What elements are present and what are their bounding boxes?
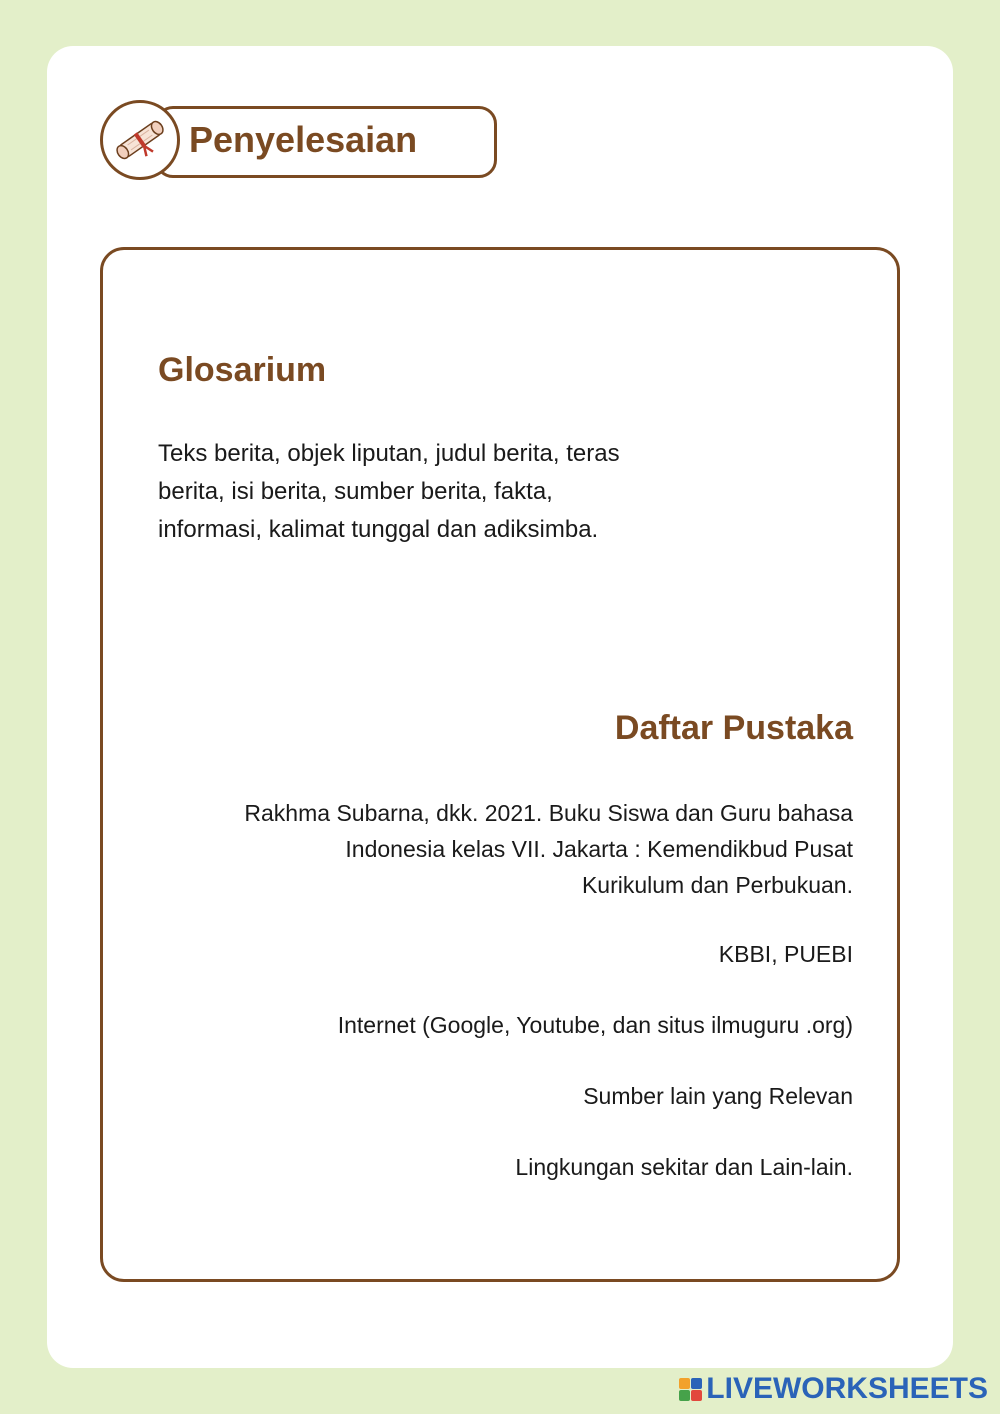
reference-item: Sumber lain yang Relevan	[583, 1083, 853, 1109]
page-title: Penyelesaian	[189, 119, 418, 160]
liveworksheets-logo	[679, 1372, 988, 1406]
reference-item: KBBI, PUEBI	[718, 941, 853, 967]
brand-name: LIVEWORKSHEETS	[706, 1372, 988, 1405]
glosarium-heading: Glosarium	[158, 351, 327, 389]
glosarium-line: Teks berita, objek liputan, judul berita, teras	[158, 440, 620, 467]
reference-line: Indonesia kelas VII. Jakarta : Kemendikbud Pusat	[345, 836, 853, 862]
reference-entry	[133, 795, 853, 903]
glosarium-line: berita, isi berita, sumber berita, fakta,	[158, 478, 553, 505]
daftar-pustaka-heading: Daftar Pustaka	[614, 709, 853, 747]
glosarium-text	[158, 435, 758, 549]
reference-line: Rakhma Subarna, dkk. 2021. Buku Siswa dan Guru bahasa	[244, 800, 853, 826]
brand-grid-icon	[679, 1378, 702, 1401]
content-frame	[100, 247, 900, 1282]
reference-item: Internet (Google, Youtube, dan situs ilmuguru .org)	[337, 1012, 853, 1038]
scroll-icon	[100, 100, 180, 180]
reference-line: Kurikulum dan Perbukuan.	[581, 872, 853, 898]
glosarium-line: informasi, kalimat tunggal dan adiksimba.	[158, 516, 599, 543]
reference-item: Lingkungan sekitar dan Lain-lain.	[515, 1154, 853, 1180]
